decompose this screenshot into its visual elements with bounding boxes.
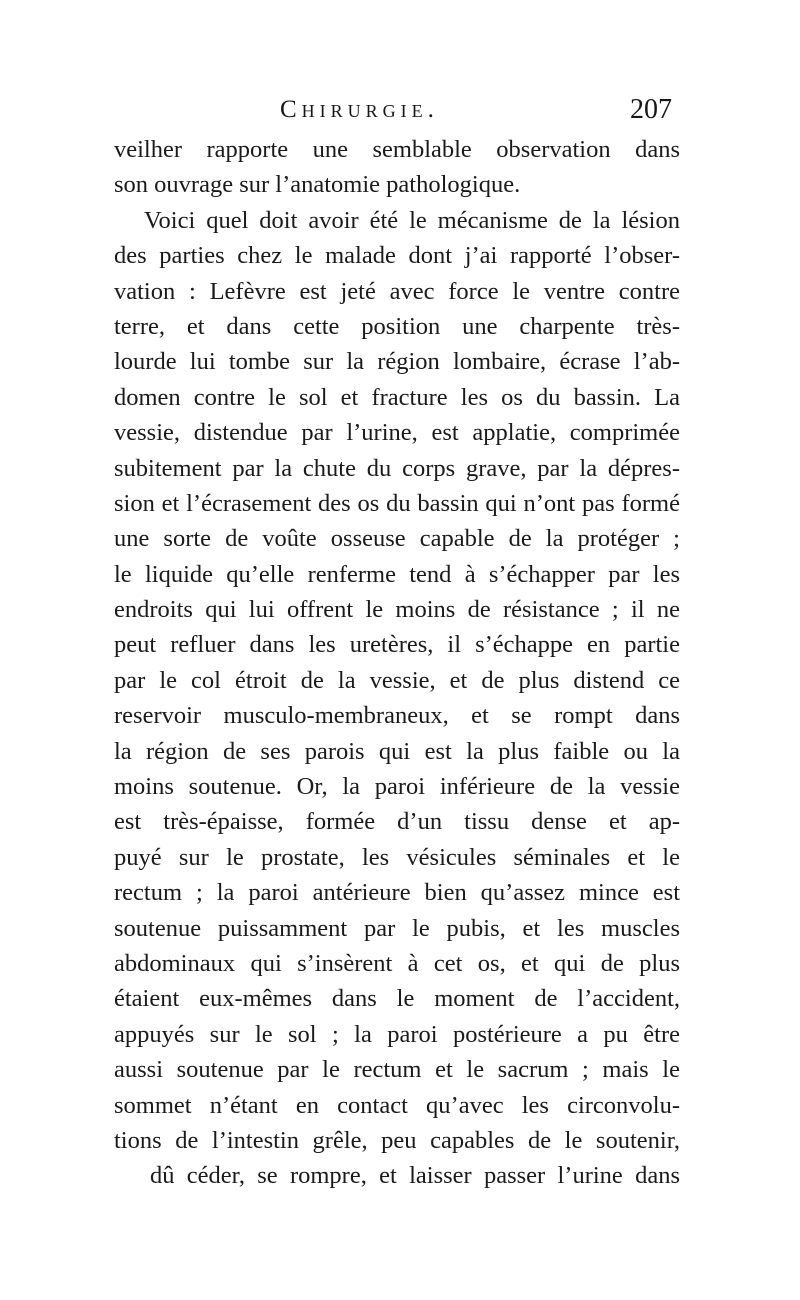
text-line: terre, et dans cette position une charpente très- (114, 312, 680, 340)
text-line: des parties chez le malade dont j’ai rapporté l’obser- (114, 242, 680, 270)
text-line: vation : Lefèvre est jeté avec force le ventre contre (114, 277, 680, 305)
text-line: reservoir musculo-membraneux, et se rompt dans (114, 702, 680, 730)
text-line: puyé sur le prostate, les vésicules séminales et le (114, 843, 680, 871)
text-line: étaient eux-mêmes dans le moment de l’accident, (114, 985, 680, 1013)
body-text (114, 132, 680, 1194)
text-line: appuyés sur le sol ; la paroi postérieure a pu être (114, 1020, 680, 1048)
text-line: sommet n’étant en contact qu’avec les circonvolu- (114, 1091, 680, 1119)
text-line: soutenue puissamment par le pubis, et les muscles (114, 914, 680, 942)
text-line: abdominaux qui s’insèrent à cet os, et qui de plus (114, 949, 680, 977)
text-line: tions de l’intestin grêle, peu capables de le soutenir, (114, 1126, 680, 1154)
text-line: aussi soutenue par le rectum et le sacrum ; mais le (114, 1056, 680, 1084)
text-line: rectum ; la paroi antérieure bien qu’assez mince est (114, 879, 680, 907)
text-line: son ouvrage sur l’anatomie pathologique. (114, 171, 521, 199)
text-line: la région de ses parois qui est la plus faible ou la (114, 737, 680, 765)
running-head (118, 96, 678, 130)
page-number: 207 (630, 94, 672, 125)
text-line: est très-épaisse, formée d’un tissu dense et ap- (114, 808, 680, 836)
text-line: par le col étroit de la vessie, et de plus distend ce (114, 666, 680, 694)
text-line: endroits qui lui offrent le moins de résistance ; il ne (114, 596, 680, 624)
text-line: une sorte de voûte osseuse capable de la protéger ; (114, 525, 680, 553)
text-line: subitement par la chute du corps grave, par la dépres- (114, 454, 680, 482)
paragraph-first-line: Voici quel doit avoir été le mécanisme de la lésion (144, 206, 680, 234)
text-line: domen contre le sol et fracture les os du bassin. La (114, 383, 680, 411)
text-line: le liquide qu’elle renferme tend à s’échapper par les (114, 560, 680, 588)
text-line: lourde lui tombe sur la région lombaire, écrase l’ab- (114, 348, 680, 376)
running-title: Chirurgie. (280, 96, 439, 123)
text-line: moins soutenue. Or, la paroi inférieure de la vessie (114, 773, 680, 801)
text-line: veilher rapporte une semblable observation dans (114, 136, 680, 163)
text-line: sion et l’écrasement des os du bassin qui n’ont pas formé (114, 489, 680, 517)
text-line: peut refluer dans les uretères, il s’échappe en partie (114, 631, 680, 659)
text-line: dû céder, se rompre, et laisser passer l’urine dans (150, 1162, 680, 1190)
text-line: vessie, distendue par l’urine, est applatie, comprimée (114, 419, 680, 447)
